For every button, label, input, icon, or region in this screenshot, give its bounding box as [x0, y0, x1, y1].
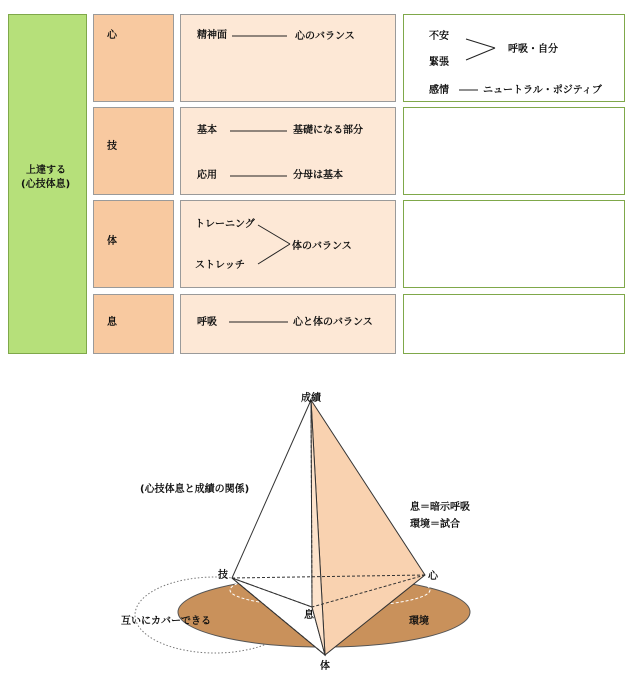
corner-skill-label: 技 — [218, 570, 228, 581]
detail-result: 体のバランス — [292, 241, 352, 252]
corner-mind-label: 心 — [428, 571, 438, 582]
row-key-breath: 息 — [107, 317, 117, 328]
side-label-line2: (心技体息) — [21, 179, 71, 190]
detail-term2: ストレッチ — [195, 260, 245, 271]
extra-b: 緊張 — [429, 57, 449, 68]
extra-ab-result: 呼吸・自分 — [508, 44, 558, 55]
detail-term2: 応用 — [197, 170, 217, 181]
connector-line — [466, 48, 495, 60]
detail-result2: 分母は基本 — [293, 170, 343, 181]
row-key-skill: 技 — [107, 141, 117, 152]
center-breath-label: 息 — [304, 610, 314, 621]
detail-result1: 基礎になる部分 — [293, 125, 363, 136]
note-environment: 環境＝試合 — [410, 519, 460, 530]
side-label-line1: 上達する — [26, 165, 66, 176]
detail-term: 呼吸 — [197, 317, 217, 328]
connector-line — [258, 225, 290, 244]
connector-line — [466, 39, 495, 48]
row-key-mind: 心 — [107, 30, 117, 41]
extra-c-result: ニュートラル・ポジティブ — [483, 85, 602, 96]
row-key-body: 体 — [107, 236, 117, 247]
diagram-title: (心技体息と成績の関係) — [140, 484, 250, 495]
pyramid-diagram — [0, 370, 633, 680]
detail-term: 精神面 — [197, 30, 227, 41]
apex-label: 成績 — [301, 393, 321, 404]
note-breath: 息＝暗示呼吸 — [410, 502, 470, 513]
connector-line — [258, 244, 290, 264]
detail-term1: トレーニング — [195, 219, 255, 230]
right-region-label: 環境 — [409, 616, 429, 627]
extra-c: 感情 — [429, 85, 449, 96]
left-region-label: 互いにカバーできる — [121, 616, 211, 627]
detail-term1: 基本 — [197, 125, 217, 136]
detail-result: 心と体のバランス — [293, 317, 373, 328]
corner-body-label: 体 — [320, 661, 330, 672]
detail-result: 心のバランス — [295, 31, 355, 42]
extra-a: 不安 — [429, 31, 449, 42]
